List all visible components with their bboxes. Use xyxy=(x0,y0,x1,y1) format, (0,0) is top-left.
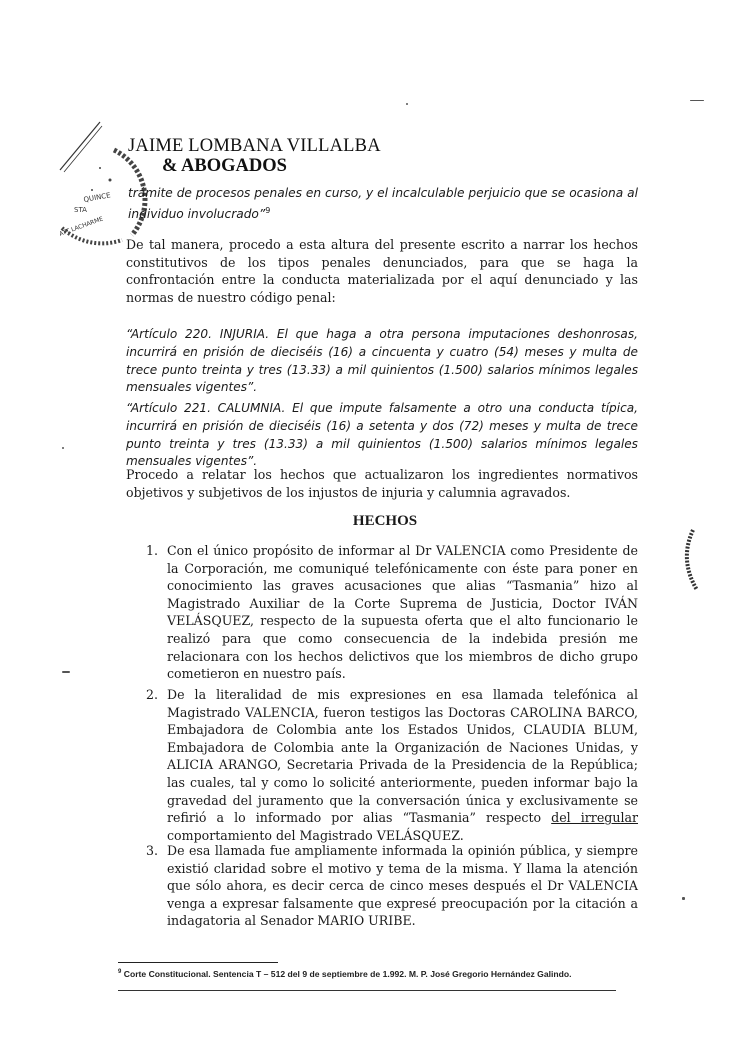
scan-speck xyxy=(62,447,64,449)
footnote-marker: 9 xyxy=(118,969,122,975)
handwritten-underline-text: del irregular xyxy=(551,810,639,826)
fact-number: 3. xyxy=(146,843,159,858)
scan-speck xyxy=(406,103,408,105)
svg-text:QUINCE: QUINCE xyxy=(82,191,112,204)
article-220-quote: “Artículo 220. INJURIA. El que haga a otra persona imputaciones deshonrosas, incurrirá en prisión de dieciséis (16) a cincuenta y cuatro (54) meses y multa de trece punto treinta y tres (13.33) a mil quinientos (1.500) salarios mínimos legales mensuales vigentes”. xyxy=(126,327,638,395)
footnote xyxy=(118,966,618,980)
footnote-divider xyxy=(118,962,278,963)
letterhead-firm-suffix: & ABOGADOS xyxy=(162,156,287,176)
fact-text: De esa llamada fue ampliamente informada la opinión pública, y siempre existió claridad sobre el motivo y tema de la misma. Y llama la atención que sólo ahora, es decir cerca de cinco meses después el Dr VALENCIA venga a expresar falsamente que expresé preocupación por la citación a indagatoria al Senador MARIO URIBE. xyxy=(167,843,638,929)
section-title-hechos: HECHOS xyxy=(352,513,418,529)
svg-text:STA: STA xyxy=(74,206,87,214)
quote-continuation-text: trámite de procesos penales en curso, y el incalculable perjuicio que se ocasiona al individuo involucrado” xyxy=(128,186,638,222)
scan-speck xyxy=(690,100,704,101)
scan-speck xyxy=(62,671,70,673)
circular-seal-stamp-icon xyxy=(52,110,152,250)
scan-speck xyxy=(682,897,685,900)
intro-paragraph: De tal manera, procedo a esta altura del presente escrito a narrar los hechos constitutivos de los tipos penales denunciados, para que se haga la confrontación entre la conducta materializada por el aquí denunciado y las normas de nuestro código penal: xyxy=(126,237,638,305)
footnote-bottom-rule xyxy=(118,990,616,991)
svg-text:ATT LACHARME: ATT LACHARME xyxy=(58,215,105,238)
margin-stamp-mark-icon xyxy=(675,525,705,595)
fact-item xyxy=(146,686,638,844)
footnote-text: Corte Constitucional. Sentencia T – 512 del 9 de septiembre de 1.992. M. P. José Gregorio Hernández Galindo. xyxy=(123,968,572,979)
fact-text-part: comportamiento del Magistrado VELÁSQUEZ. xyxy=(167,827,464,843)
letterhead-firm-name: JAIME LOMBANA VILLALBA xyxy=(128,136,381,156)
fact-text-part: De la literalidad de mis expresiones en esa llamada telefónica al Magistrado VALENCIA, fueron testigos las Doctoras CAROLINA BARCO, Embajadora de Colombia ante los Estados Unidos, CLAUDIA BLUM, Embajadora de Colombia ante la Organización de Naciones Unidas, y ALICIA ARANGO, Secretaria Privada de la Presidencia de la República; las cuales, tal y como lo solicité anteriormente, pueden informar bajo la gravedad del juramento que la conversación única y exclusivamente se refirió a lo informado por alias “Tasmania” respecto xyxy=(167,687,638,826)
quote-continuation xyxy=(128,184,638,223)
fact-text: Con el único propósito de informar al Dr VALENCIA como Presidente de la Corporación, me comuniqué telefónicamente con éste para poner en conocimiento las graves acusaciones que alias “Tasmania” hizo al Magistrado Auxiliar de la Corte Suprema de Justicia, Doctor IVÁN VELÁSQUEZ, respecto de la supuesta oferta que el alto funcionario le realizó para que como consecuencia de la indebida presión me relacionara con los hechos delictivos que los miembros de dicho grupo cometieron en nuestro país. xyxy=(167,543,638,682)
fact-item xyxy=(146,842,638,930)
fact-item xyxy=(146,542,638,683)
fact-number: 1. xyxy=(146,543,159,558)
fact-text xyxy=(167,686,638,844)
footnote-reference: 9 xyxy=(265,206,271,215)
relate-paragraph: Procedo a relatar los hechos que actualizaron los ingredientes normativos objetivos y subjetivos de los injustos de injuria y calumnia agravados. xyxy=(126,467,638,500)
article-221-quote: “Artículo 221. CALUMNIA. El que impute falsamente a otro una conducta típica, incurrirá en prisión de dieciséis (16) a setenta y dos (72) meses y multa de trece punto treinta y tres (13.33) a mil quinientos (1.500) salarios mínimos legales mensuales vigentes”. xyxy=(126,401,638,469)
fact-number: 2. xyxy=(146,687,159,702)
